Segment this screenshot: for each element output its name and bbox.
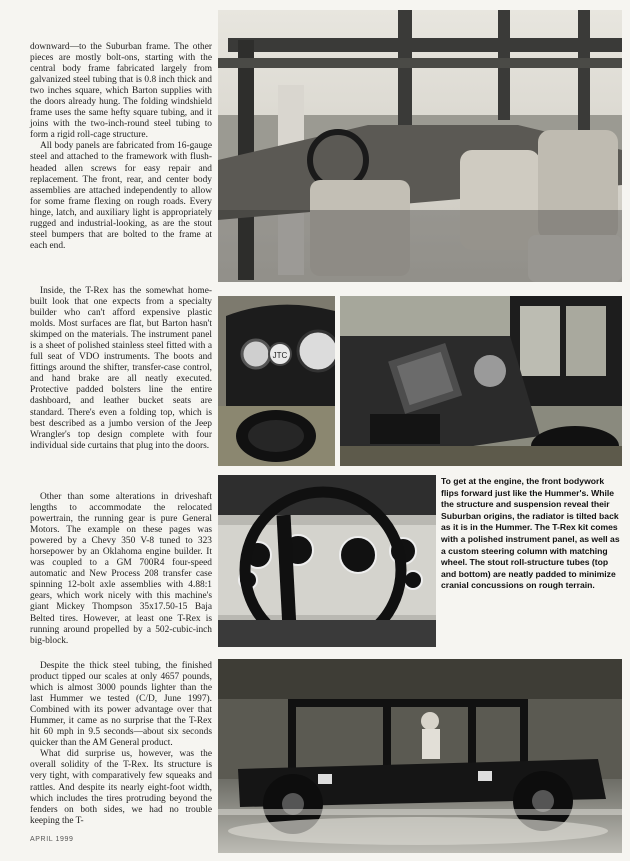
paragraph: Inside, the T-Rex has the somewhat home-built look that one expects from a specialty builder who can't afford expensive plastic molds. Most surfaces are flat, but Barton hasn't skimped on the materials. The instrument panel is a sheet of polished stainless steel fitted with a full seat of VDO instruments. The boots and fittings around the shifter, transfer-case control, and hand brake are all neatly executed. Protective padded bolsters line the entire dashboard, and leather bucket seats are standard. There's even a folding top, which is best described as a jumbo version of the Jeep Wrangler's top design complete with four individual side curtains that plug into the doors.	[30, 286, 212, 451]
headlight-closeup-photo	[218, 296, 335, 466]
instrument-panel-photo	[218, 475, 436, 647]
article-column-block-4	[30, 661, 212, 827]
article-column-block-3	[30, 492, 212, 647]
paragraph: What did surprise us, however, was the overall solidity of the T-Rex. Its structure is very tight, with comparatively few squeaks and rattles. And despite its nearly eight-foot width, which includes the tires protruding beyond the fenders on both sides, we had no trouble keeping the T-	[30, 749, 212, 826]
vehicle-driving-photo	[218, 659, 622, 853]
issue-date-footer: APRIL 1999	[30, 836, 74, 843]
paragraph: All body panels are fabricated from 16-gauge steel and attached to the framework with flush-headed allen screws for easy repair and replacement. The front, rear, and center body assemblies are attached independently to allow for some frame flexing on rough roads. Every hinge, latch, and auxiliary light is appropriately rugged and industrial-looking, as are the stout steel bumpers that are bolted to the frame at each end.	[30, 141, 212, 251]
article-column-block-2	[30, 286, 212, 452]
paragraph: Despite the thick steel tubing, the finished product tipped our scales at only 4657 pounds, which is almost 3000 pounds lighter than the last Hummer we tested (C/D, June 1997). Combined with its power advantage over that Hummer, it came as no surprise that the T-Rex hit 60 mph in 9.5 seconds—about six seconds quicker than the AM General product.	[30, 661, 212, 749]
paragraph: downward—to the Suburban frame. The other pieces are mostly bolt-ons, starting with the central body frame fabricated largely from galvanized steel tubing that is 0.8 inch thick and two inches square, which Barton supplies with the doors already hung. The folding windshield frame uses the same hefty square tubing, and it joins with the two-inch-round steel tubing to form a rigid roll-cage structure.	[30, 42, 212, 141]
badge-logo-text: JTC	[272, 351, 288, 360]
interior-photo	[218, 10, 622, 282]
paragraph: Other than some alterations in driveshaft lengths to accommodate the relocated powertrain, the running gear is pure General Motors. The example on these pages was powered by a Chevy 350 V-8 tuned to 323 horsepower by an Oklahoma engine builder. It was coupled to a GM 700R4 four-speed automatic and New Process 208 transfer case spinning 12-bolt axle assemblies with 4.88:1 gears, which work nicely with this machine's giant Mickey Thompson 35x17.50-15 Baja Belted tires. However, at least one T-Rex is running around propelled by a 502-cubic-inch big-block.	[30, 492, 212, 646]
article-column-block-1	[30, 42, 212, 252]
photo-caption: To get at the engine, the front bodywork flips forward just like the Hummer's. While the structure and suspension reveal their Suburban origins, the radiator is tilted back as it is in the Hummer. The T-Rex kit comes with a polished instrument panel, as well as a custom steering column with matching wheel. The stout roll-structure tubes (top and bottom) are neatly padded to minimize cranial concussions on rough terrain.	[441, 476, 620, 591]
engine-bay-photo	[340, 296, 622, 466]
